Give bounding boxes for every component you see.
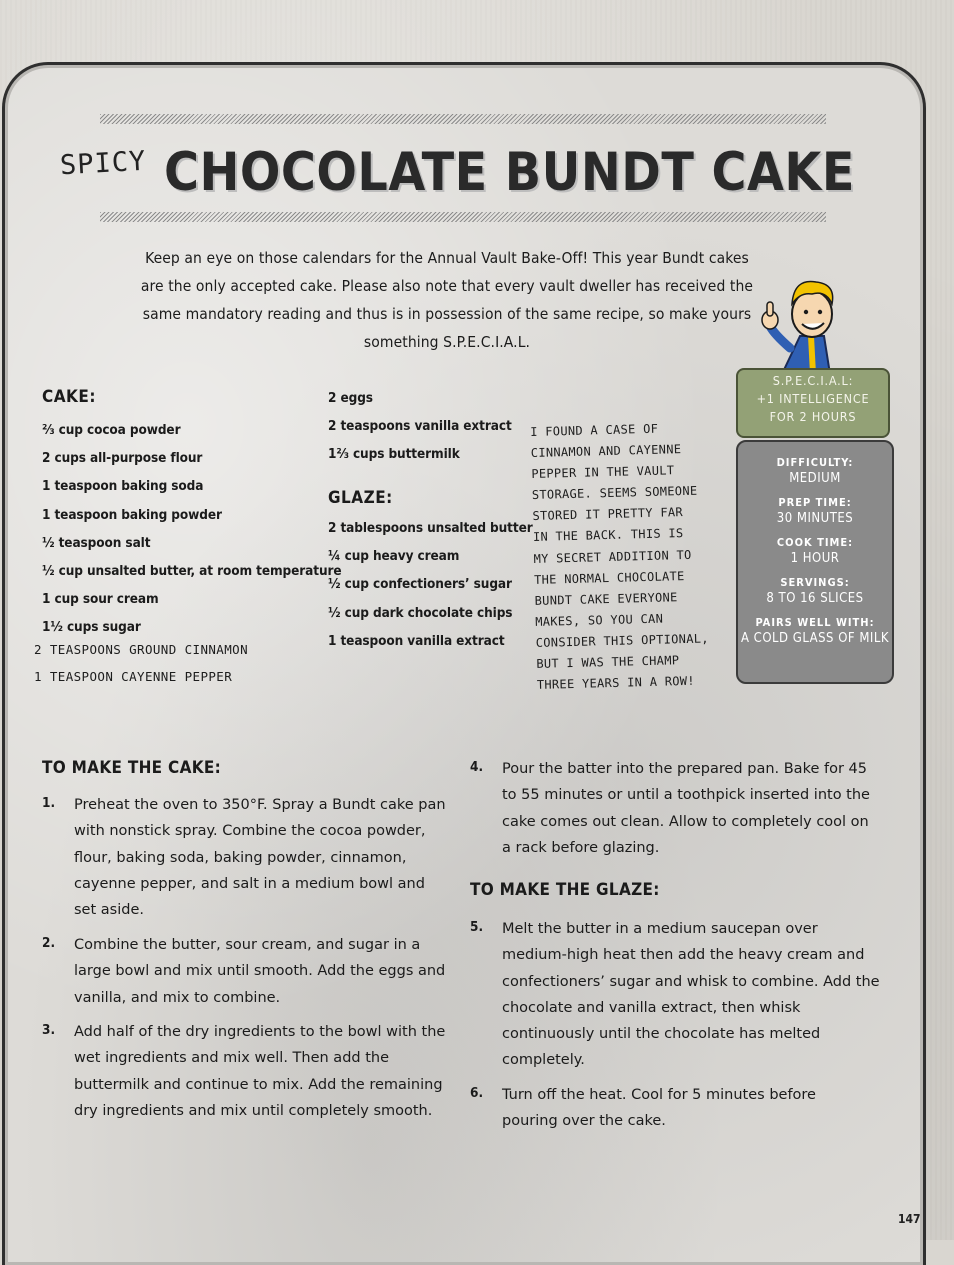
note-line: STORED IT PRETTY FAR [532,505,684,524]
glaze-heading: GLAZE: [328,488,393,508]
glaze-ingredient-list [328,514,533,655]
list-item: 1 teaspoon baking soda [42,478,204,495]
list-item: ½ cup confectioners’ sugar [328,576,512,593]
cake-ingredient-list-continued [328,384,512,469]
handwritten-ingredient-cinnamon: 2 TEASPOONS GROUND CINNAMON [34,642,248,657]
note-line: STORAGE. SEEMS SOMEONE [531,483,698,503]
list-item: 2 tablespoons unsalted butter [328,520,533,536]
note-line: BUNDT CAKE EVERYONE [534,589,678,608]
cook-time-value: 1 HOUR [790,551,840,566]
page-title: CHOCOLATE BUNDT CAKE [164,142,855,203]
step-number: 4. [470,759,484,775]
servings-label: SERVINGS: [780,576,850,589]
step-text: Melt the butter in a medium saucepan over medium-high heat then add the heavy cream and confectioners’ sugar and whisk to combine. Add the chocolate and vanilla extract, then whisk continuously until the chocolate has melted completely. [502,921,880,1069]
note-line: BUT I WAS THE CHAMP [536,653,680,671]
list-item: 1 cup sour cream [42,591,159,608]
step-text: Turn off the heat. Cool for 5 minutes before pouring over the cake. [502,1087,816,1130]
cake-ingredient-list [42,416,342,642]
note-line: I FOUND A CASE OF [530,421,659,439]
pairs-value: A COLD GLASS OF MILK [740,631,890,646]
servings-value: 8 TO 16 SLICES [766,591,864,606]
step-text: Combine the butter, sour cream, and sugar in a large bowl and mix until smooth. Add the eggs and vanilla, and mix to combine. [74,937,446,1006]
step-number: 1. [42,795,56,811]
prep-time-label: PREP TIME: [778,496,852,509]
list-item: ⅔ cup cocoa powder [42,422,181,438]
special-line-3: FOR 2 HOURS [769,409,857,424]
step-text: Add half of the dry ingredients to the bowl with the wet ingredients and mix well. Then add the buttermilk and continue to mix. Add the remaining dry ingredients and mix until completely smooth. [74,1024,446,1119]
handwritten-spicy: SPICY [59,145,148,182]
note-line: MY SECRET ADDITION TO [533,547,692,566]
special-line-2: +1 INTELLIGENCE [756,391,870,406]
title-rule-top [100,114,826,124]
pairs-label: PAIRS WELL WITH: [755,616,875,629]
note-line: CINNAMON AND CAYENNE [530,442,682,461]
make-cake-heading: TO MAKE THE CAKE: [42,758,222,778]
step-text: Preheat the oven to 350°F. Spray a Bundt cake pan with nonstick spray. Combine the cocoa powder, flour, baking soda, baking powder, cinnamon, cayenne pepper, and salt in a medium bowl and set aside. [74,797,446,919]
recipe-info-box [736,440,894,684]
list-item: 1½ cups sugar [42,619,141,636]
title-rule-bottom [100,212,826,222]
prep-time-value: 30 MINUTES [776,511,854,526]
list-item: 2 teaspoons vanilla extract [328,418,512,435]
list-item: 1⅔ cups buttermilk [328,446,460,463]
note-line: CONSIDER THIS OPTIONAL, [535,631,709,650]
special-bonus-box [736,368,890,438]
list-item: 2 cups all-purpose flour [42,450,203,467]
list-item: 1 teaspoon baking powder [42,506,222,523]
handwritten-note [530,417,737,696]
special-line-1: S.P.E.C.I.A.L: [772,373,854,388]
difficulty-label: DIFFICULTY: [776,456,854,469]
cake-heading: CAKE: [42,387,96,407]
page-number: 147 [898,1212,921,1226]
note-line: THE NORMAL CHOCOLATE [533,568,685,587]
note-line: PEPPER IN THE VAULT [531,463,675,482]
difficulty-value: MEDIUM [789,471,841,486]
step-number: 6. [470,1085,484,1101]
make-glaze-heading: TO MAKE THE GLAZE: [470,880,660,900]
note-line: THREE YEARS IN A ROW! [536,673,696,693]
title-row [60,140,880,210]
list-item: ½ cup unsalted butter, at room temperature [42,563,342,580]
note-line: IN THE BACK. THIS IS [532,526,684,545]
handwritten-ingredient-cayenne: 1 TEASPOON CAYENNE PEPPER [34,669,233,684]
step-number: 5. [470,919,484,935]
intro-paragraph: Keep an eye on those calendars for the Annual Vault Bake-Off! This year Bundt cakes are the only accepted cake. Please also note that every vault dweller has received the same mandatory reading and thus is in possession of the same recipe, so make yours something S.P.E.C.I.A.L. [140,249,754,351]
vault-boy-thumbs-up-icon [760,274,846,374]
list-item: 1 teaspoon vanilla extract [328,632,505,649]
list-item: ¼ cup heavy cream [328,548,460,565]
list-item: ½ cup dark chocolate chips [328,604,513,621]
step-number: 2. [42,935,56,951]
step-number: 3. [42,1022,56,1038]
step-text: Pour the batter into the prepared pan. Bake for 45 to 55 minutes or until a toothpick inserted into the cake comes out clean. Allow to completely cool on a rack before glazing. [502,761,870,856]
note-line: MAKES, SO YOU CAN [535,611,664,629]
list-item: ½ teaspoon salt [42,534,151,551]
cook-time-label: COOK TIME: [776,536,854,549]
list-item: 2 eggs [328,390,373,406]
